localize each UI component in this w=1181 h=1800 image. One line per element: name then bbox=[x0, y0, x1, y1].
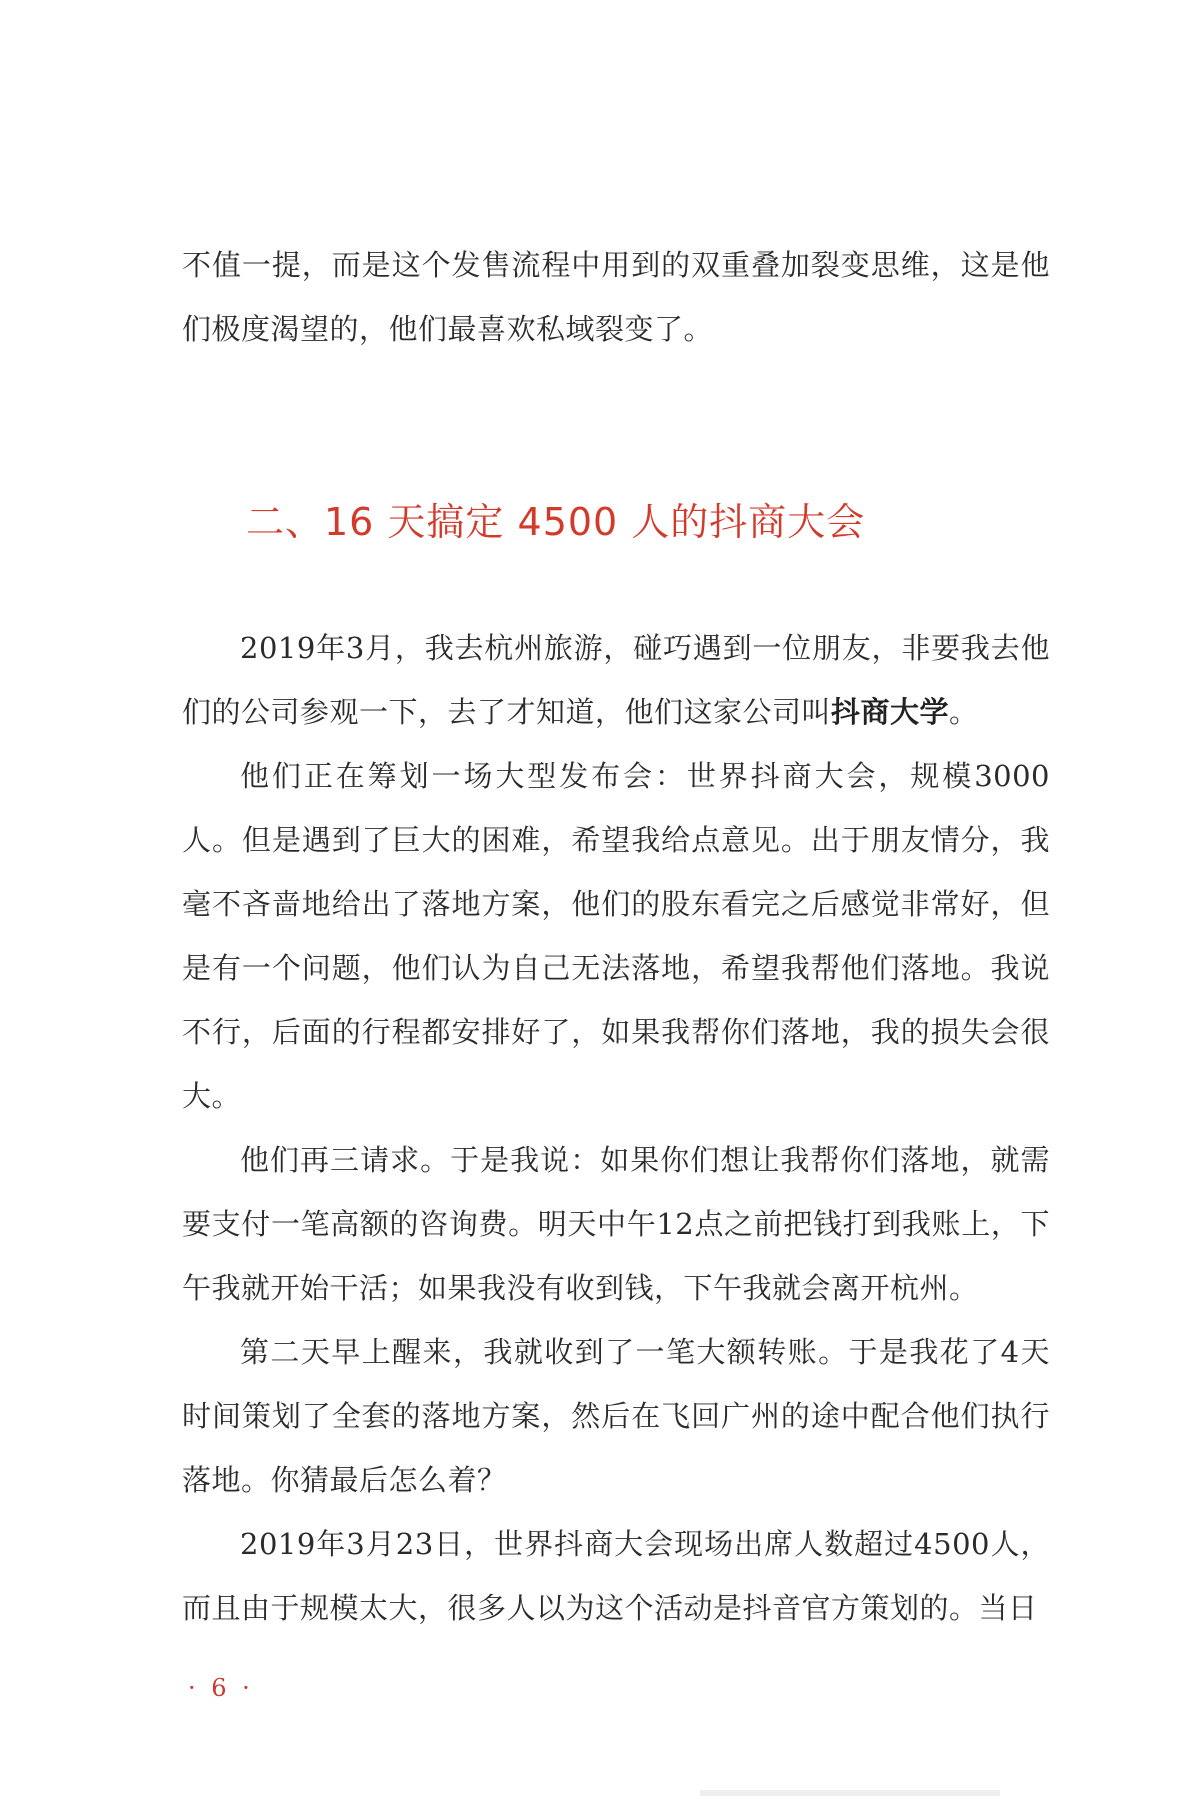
page-number: · 6 · bbox=[188, 1674, 254, 1702]
intro-block bbox=[182, 233, 1050, 361]
body-text bbox=[182, 616, 1050, 1640]
paragraph-4: 第二天早上醒来，我就收到了一笔大额转账。于是我花了4天时间策划了全套的落地方案，然后在飞回广州的途中配合他们执行落地。你猜最后怎么着？ bbox=[182, 1335, 1050, 1497]
paragraph-1-end: 。 bbox=[949, 695, 979, 729]
scan-edge-strip bbox=[700, 1790, 1000, 1796]
company-name: 抖商大学 bbox=[831, 695, 950, 729]
paragraph-2: 他们正在筹划一场大型发布会：世界抖商大会，规模3000人。但是遇到了巨大的困难，希望我给点意见。出于朋友情分，我毫不吝啬地给出了落地方案，他们的股东看完之后感觉非常好，但是有一个问题，他们认为自己无法落地，希望我帮他们落地。我说不行，后面的行程都安排好了，如果我帮你们落地，我的损失会很大。 bbox=[182, 759, 1050, 1113]
paragraph-1 bbox=[182, 616, 1050, 744]
intro-paragraph: 不值一提，而是这个发售流程中用到的双重叠加裂变思维，这是他们极度渴望的，他们最喜欢私域裂变了。 bbox=[182, 248, 1050, 346]
paragraph-1-text: 2019年3月，我去杭州旅游，碰巧遇到一位朋友，非要我去他们的公司参观一下，去了才知道，他们这家公司叫 bbox=[182, 631, 1050, 729]
section-heading: 二、16 天搞定 4500 人的抖商大会 bbox=[246, 500, 866, 544]
paragraph-5: 2019年3月23日，世界抖商大会现场出席人数超过4500人，而且由于规模太大，很多人以为这个活动是抖音官方策划的。当日 bbox=[182, 1527, 1050, 1625]
paragraph-3: 他们再三请求。于是我说：如果你们想让我帮你们落地，就需要支付一笔高额的咨询费。明天中午12点之前把钱打到我账上，下午我就开始干活；如果我没有收到钱，下午我就会离开杭州。 bbox=[182, 1143, 1050, 1305]
